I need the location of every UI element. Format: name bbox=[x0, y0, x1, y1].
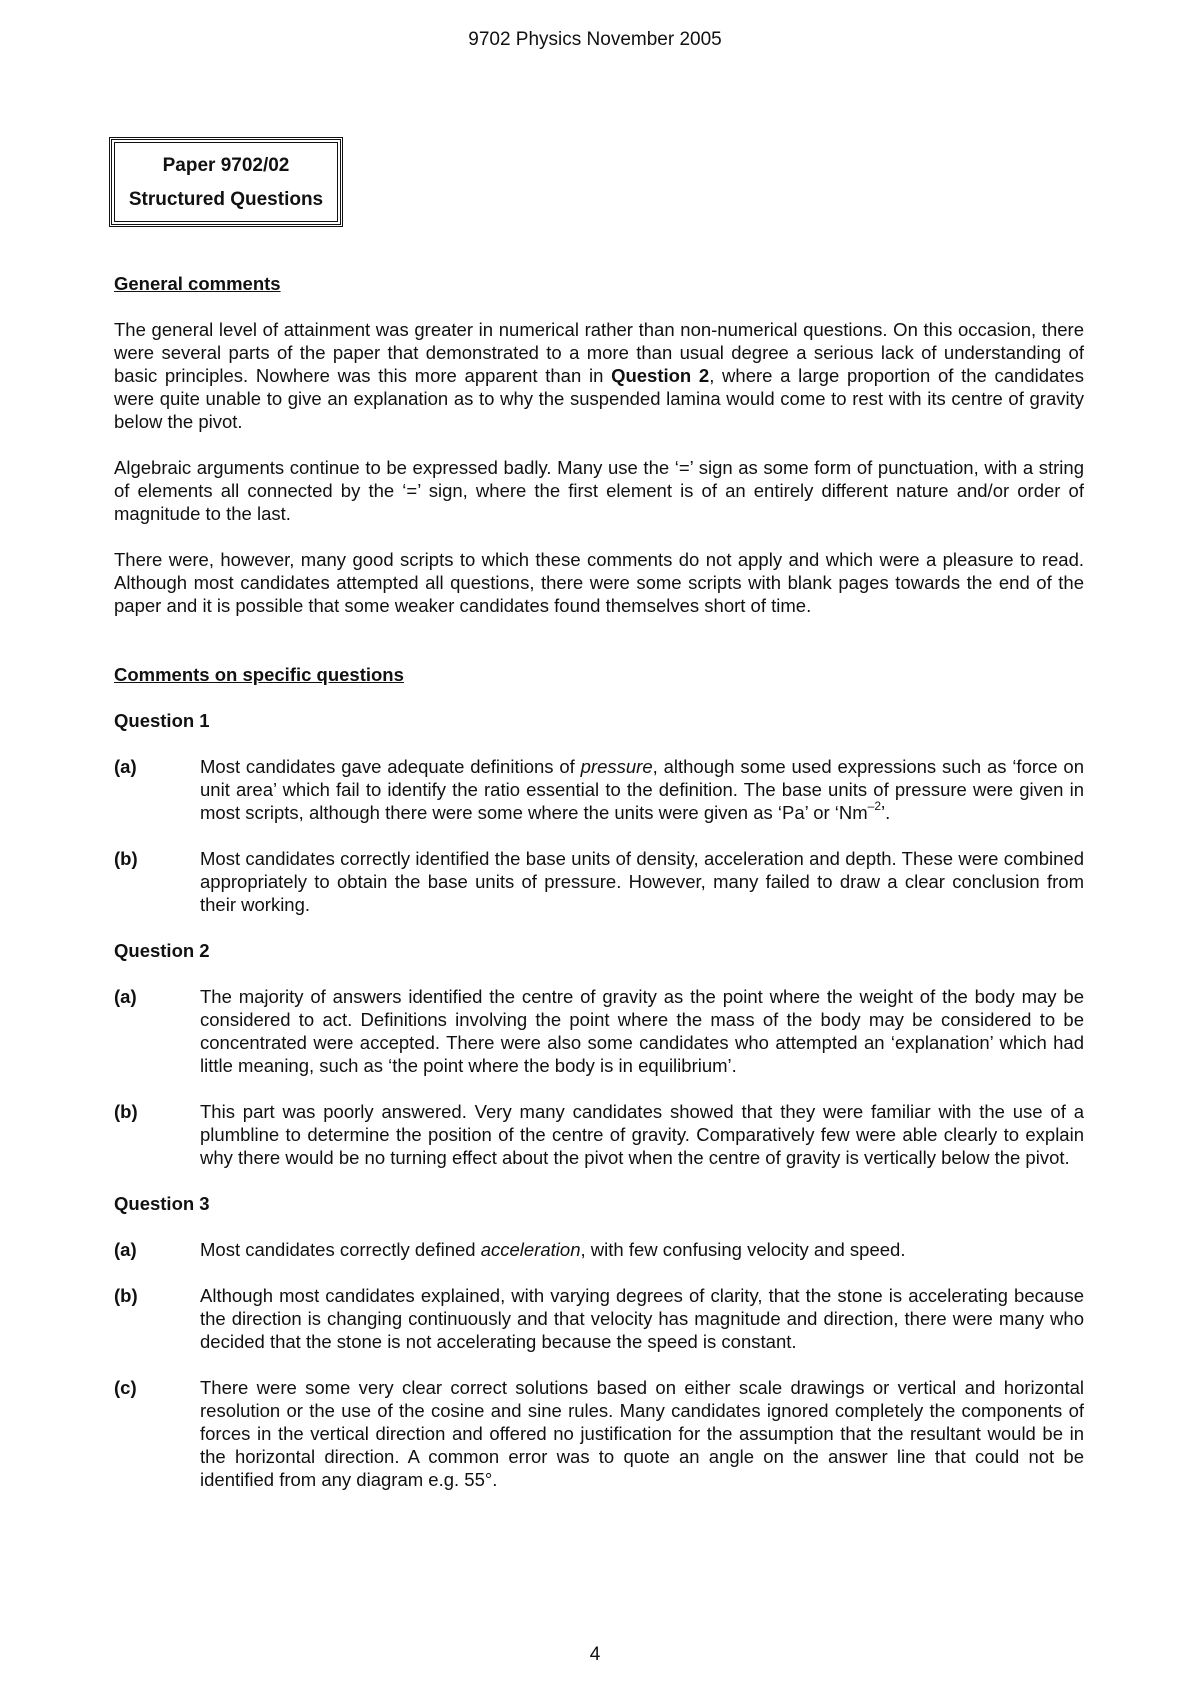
paper-number: Paper 9702/02 bbox=[162, 155, 290, 176]
paper-title-box bbox=[109, 137, 343, 227]
general-paragraph-1 bbox=[114, 318, 1084, 433]
question-2-part-b bbox=[114, 1100, 1084, 1169]
q1a-italic: pressure bbox=[580, 756, 653, 777]
question-2-title: Question 2 bbox=[114, 940, 210, 961]
question-3-part-c bbox=[114, 1376, 1084, 1491]
part-label: (a) bbox=[114, 756, 137, 777]
question-1-part-b bbox=[114, 847, 1084, 916]
question-1-title: Question 1 bbox=[114, 710, 210, 731]
q3a-text-2: , with few confusing velocity and speed. bbox=[580, 1239, 906, 1260]
part-text bbox=[200, 1238, 1084, 1261]
part-text: Most candidates correctly identified the base units of density, acceleration and depth. These were combined appropriately to obtain the base units of pressure. However, many failed to draw a clear conclusion from their working. bbox=[200, 848, 1084, 915]
part-label: (c) bbox=[114, 1377, 137, 1398]
general-p1-text-a: The general level of attainment was greater in numerical rather than non-numerical questions. On this occasion, there were several parts of the paper that demonstrated to a more than usual degree a serious lack of understanding of basic principles. Nowhere was this more apparent than in bbox=[114, 319, 1084, 386]
paper-type: Structured Questions bbox=[128, 189, 324, 210]
question-1-part-a bbox=[114, 755, 1084, 824]
q1a-text-2: , although some used expressions such as ‘force on unit area’ which fail to identify the ratio essential to the definition. The base units of pressure were given in most scripts, although there were some where the units were given as ‘Pa’ or ‘Nm bbox=[200, 756, 1084, 823]
part-label: (b) bbox=[114, 848, 138, 869]
general-comments-heading: General comments bbox=[114, 273, 281, 294]
q3a-italic: acceleration bbox=[480, 1239, 581, 1260]
general-p1-text-b: , where a large proportion of the candidates were quite unable to give an explanation as to why the suspended lamina would come to rest with its centre of gravity below the pivot. bbox=[114, 365, 1084, 432]
general-paragraph-3: There were, however, many good scripts to which these comments do not apply and which were a pleasure to read. Although most candidates attempted all questions, there were some scripts with blank pages towards the end of the paper and it is possible that some weaker candidates found themselves short of time. bbox=[114, 549, 1084, 616]
general-paragraph-2: Algebraic arguments continue to be expressed badly. Many use the ‘=’ sign as some form of punctuation, with a string of elements all connected by the ‘=’ sign, where the first element is of an entirely different nature and/or order of magnitude to the last. bbox=[114, 457, 1084, 524]
q1a-text-1: Most candidates gave adequate definitions of bbox=[200, 756, 581, 777]
part-label: (b) bbox=[114, 1101, 138, 1122]
part-text bbox=[200, 755, 1084, 824]
part-text: There were some very clear correct solutions based on either scale drawings or vertical and horizontal resolution or the use of the cosine and sine rules. Many candidates ignored completely the components of forces in the vertical direction and offered no justification for the assumption that the resultant would be in the horizontal direction. A common error was to quote an angle on the answer line that could not be identified from any diagram e.g. 55°. bbox=[200, 1377, 1084, 1490]
question-3-part-b bbox=[114, 1284, 1084, 1353]
part-label: (b) bbox=[114, 1285, 138, 1306]
page-number: 4 bbox=[589, 1644, 601, 1665]
part-text: This part was poorly answered. Very many candidates showed that they were familiar with the use of a plumbline to determine the position of the centre of gravity. Comparatively few were able clearly to explain why there would be no turning effect about the pivot when the centre of gravity is vertically below the pivot. bbox=[200, 1101, 1084, 1168]
q1a-superscript: –2 bbox=[867, 798, 882, 813]
general-p1-bold: Question 2 bbox=[611, 365, 710, 386]
part-text: Although most candidates explained, with varying degrees of clarity, that the stone is accelerating because the direction is changing continuously and that velocity has magnitude and direction, there were many who decided that the stone is not accelerating because the speed is constant. bbox=[200, 1285, 1084, 1352]
q1a-text-3: ’. bbox=[881, 802, 891, 823]
part-label: (a) bbox=[114, 1239, 137, 1260]
running-header: 9702 Physics November 2005 bbox=[468, 29, 722, 50]
q3a-text-1: Most candidates correctly defined bbox=[200, 1239, 481, 1260]
specific-comments-heading: Comments on specific questions bbox=[114, 664, 404, 685]
report-body bbox=[114, 272, 1084, 1491]
question-3-title: Question 3 bbox=[114, 1193, 210, 1214]
question-3-part-a bbox=[114, 1238, 1084, 1261]
part-text: The majority of answers identified the centre of gravity as the point where the weight of the body may be considered to act. Definitions involving the point where the mass of the body may be considered to be concentrated were accepted. There were also some candidates who attempted an ‘explanation’ which had little meaning, such as ‘the point where the body is in equilibrium’. bbox=[200, 986, 1084, 1076]
part-label: (a) bbox=[114, 986, 137, 1007]
question-2-part-a bbox=[114, 985, 1084, 1077]
